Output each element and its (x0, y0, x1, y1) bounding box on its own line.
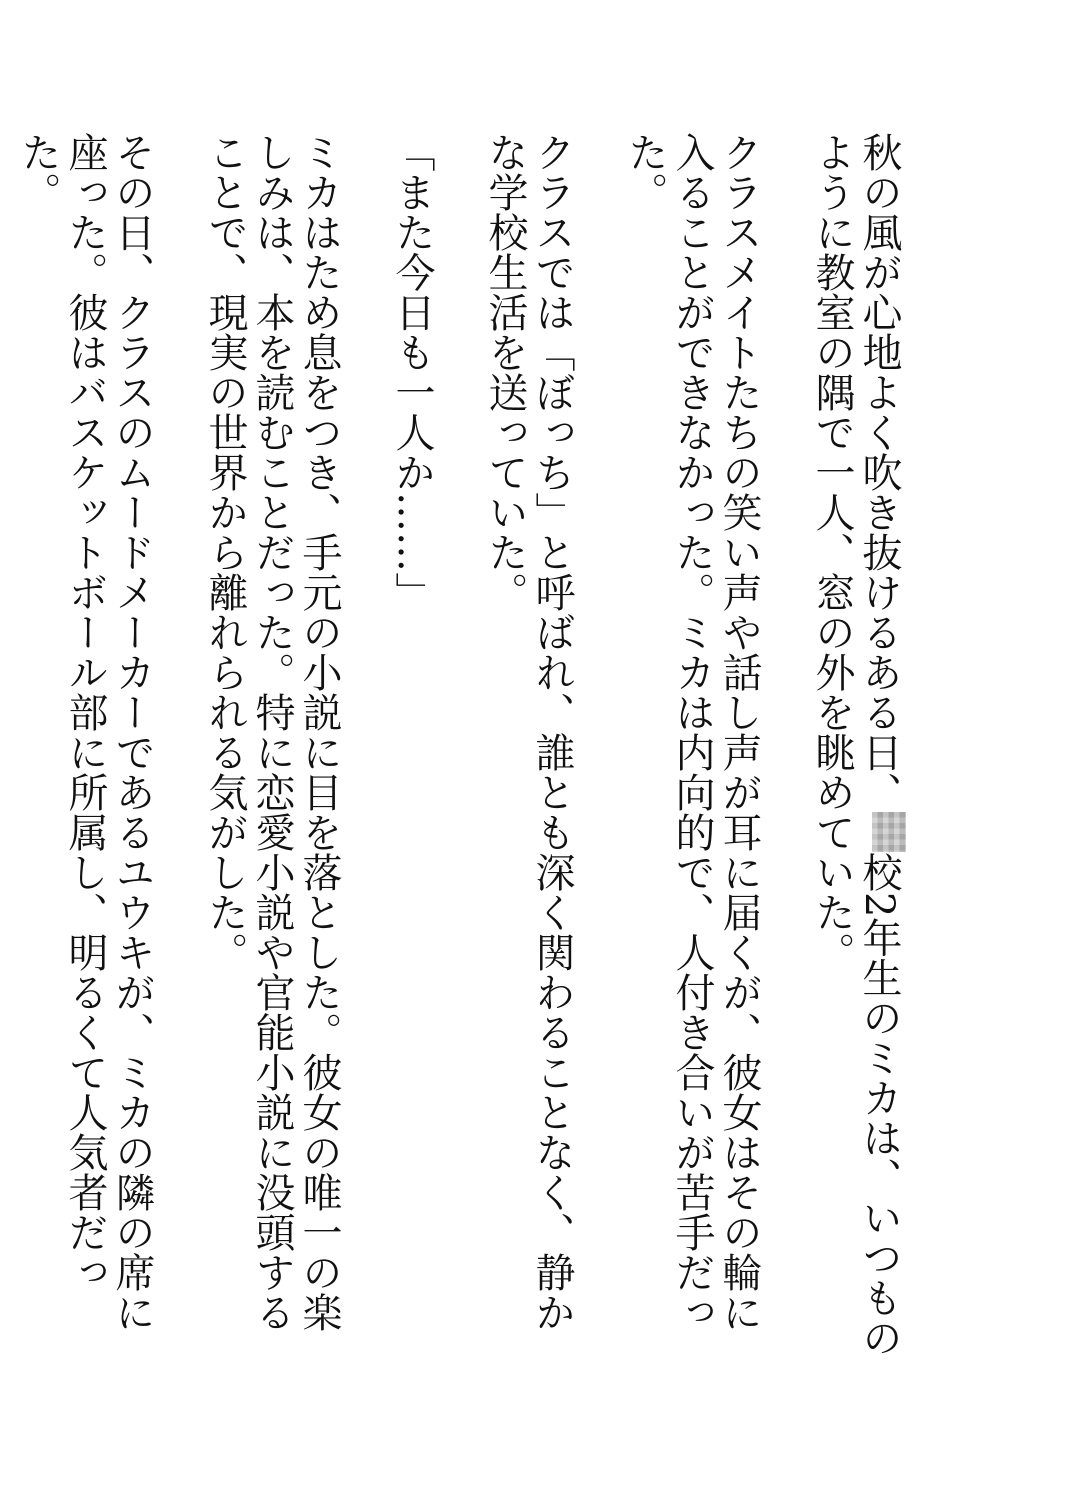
paragraph-1 (808, 132, 906, 1362)
paragraph-5: ミカはため息をつき、手元の小説に目を落とした。彼女の唯一の楽しみは、本を読むことだった。特に恋愛小説や官能小説に没頭することで、現実の世界から離れられる気がした。 (202, 132, 342, 1332)
paragraph-gap (342, 132, 388, 1362)
paragraph-2: クラスメイトたちの笑い声や話し声が耳に届くが、彼女はその輪に入ることができなかった。ミカは内向的で、人付き合いが苦手だった。 (622, 132, 762, 1332)
paragraph-gap (575, 132, 621, 1362)
paragraph-gap (155, 132, 201, 1362)
paragraph-gap (762, 132, 808, 1362)
paragraph-1-text-start: 秋の風が心地よく吹き抜けるある日、 (856, 132, 902, 812)
paragraph-1-text-end: 校2年生のミカは、いつものように教室の隅で一人、窓の外を眺めていた。 (809, 132, 902, 1358)
paragraph-6: その日、クラスのムードメーカーであるユウキが、ミカの隣の席に座った。彼はバスケットボール部に所属し、明るくて人気者だった。 (15, 132, 155, 1332)
paragraph-4-dialogue: 「また今日も一人か……」 (389, 132, 435, 612)
paragraph-gap (435, 132, 481, 1362)
censored-mosaic-icon (872, 812, 906, 852)
paragraph-3: クラスでは「ぼっち」と呼ばれ、誰とも深く関わることなく、静かな学校生活を送っていた。 (482, 132, 575, 1332)
vertical-text-body (14, 132, 906, 1362)
